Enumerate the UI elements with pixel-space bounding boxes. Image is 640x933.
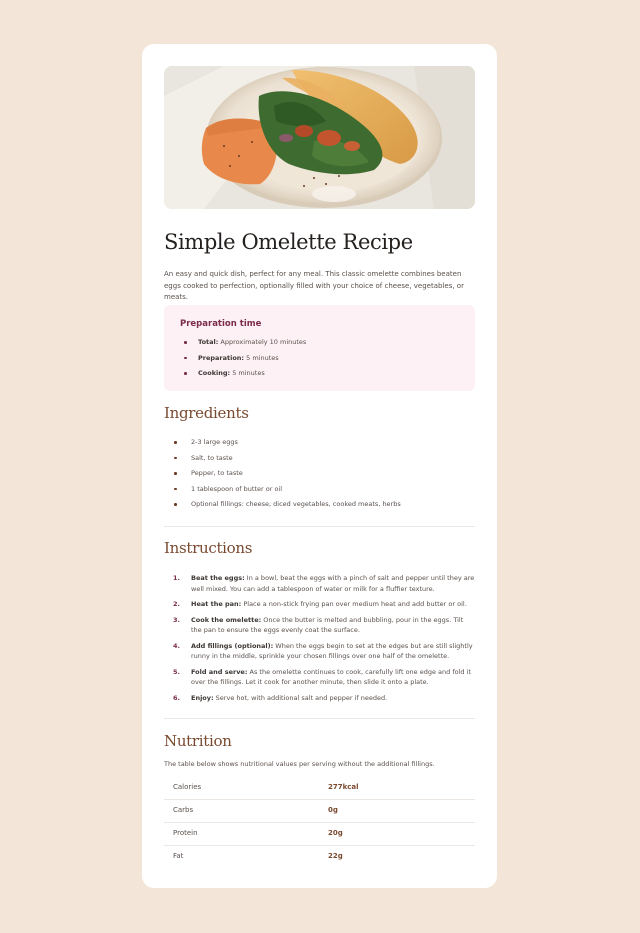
step-text: In a bowl, beat the eggs with a pinch of salt and pepper until they are well mixed. You can add a tablespoon of water or milk for a fluffier texture.: [191, 574, 475, 593]
ingredients-list: [164, 438, 475, 516]
step-label: Cook the omelette:: [191, 615, 262, 624]
instruction-step: [164, 599, 475, 610]
instruction-step: [164, 641, 475, 662]
step-number: 4.: [173, 641, 180, 650]
nutrition-value: 20g: [328, 829, 343, 837]
step-label: Fold and serve:: [191, 667, 248, 676]
preparation-item-text: Approximately 10 minutes: [218, 338, 307, 346]
step-number: 6.: [173, 693, 180, 702]
step-label: Heat the pan:: [191, 600, 242, 608]
ingredient-item: Pepper, to taste: [164, 469, 475, 477]
divider: [164, 526, 475, 527]
nutrition-value: 0g: [328, 806, 338, 814]
instructions-heading: Instructions: [164, 539, 253, 557]
step-text: As the omelette continues to cook, carefully lift one edge and fold it over the fillings. Let it cook for another minute, then slide it onto a plate.: [191, 667, 471, 686]
nutrition-heading: Nutrition: [164, 732, 232, 750]
instruction-step: [164, 667, 475, 688]
ingredient-item: Optional fillings: cheese, diced vegetables, cooked meats, herbs: [164, 500, 475, 508]
nutrition-name: Protein: [173, 829, 198, 837]
step-number: 1.: [173, 574, 180, 582]
nutrition-row: [164, 777, 475, 800]
nutrition-value: 277kcal: [328, 783, 359, 791]
preparation-box: [164, 305, 475, 391]
omelette-image: [164, 66, 475, 209]
instruction-step: [164, 615, 475, 636]
ingredient-item: 2-3 large eggs: [164, 438, 475, 446]
preparation-heading: Preparation time: [180, 319, 262, 329]
preparation-list: [180, 338, 459, 377]
step-number: 3.: [173, 615, 180, 624]
nutrition-intro: The table below shows nutritional values per serving without the additional fillings.: [164, 760, 435, 768]
preparation-item-label: Cooking:: [198, 369, 231, 377]
nutrition-table: [164, 777, 475, 868]
instruction-step: [164, 573, 475, 594]
divider: [164, 718, 475, 719]
ingredient-item: Salt, to taste: [164, 454, 475, 462]
preparation-item: [180, 338, 459, 346]
nutrition-name: Carbs: [173, 806, 194, 814]
instruction-step: [164, 693, 475, 704]
step-text: Serve hot, with additional salt and pepper if needed.: [213, 693, 388, 702]
preparation-item: [180, 369, 459, 377]
step-text: When the eggs begin to set at the edges but are still slightly runny in the middle, sprinkle your chosen fillings over one half of the omelette.: [191, 641, 473, 660]
preparation-item-label: Preparation:: [198, 353, 245, 362]
nutrition-name: Calories: [173, 783, 202, 791]
recipe-intro: An easy and quick dish, perfect for any meal. This classic omelette combines beaten eggs cooked to perfection, optionally filled with your choice of cheese, vegetables, or meats.: [164, 270, 464, 301]
page-title: Simple Omelette Recipe: [164, 230, 413, 254]
nutrition-value: 22g: [328, 852, 343, 860]
preparation-item-text: 5 minutes: [230, 369, 265, 377]
step-label: Enjoy:: [191, 693, 214, 702]
ingredient-item: 1 tablespoon of butter or oil: [164, 485, 475, 493]
step-text: Once the butter is melted and bubbling, pour in the eggs. Tilt the pan to ensure the eggs evenly coat the surface.: [191, 615, 464, 634]
preparation-item: [180, 354, 459, 362]
step-text: Place a non-stick frying pan over medium heat and add butter or oil.: [241, 600, 467, 608]
ingredients-heading: Ingredients: [164, 404, 249, 422]
nutrition-row: [164, 823, 475, 846]
step-label: Add fillings (optional):: [191, 641, 274, 650]
nutrition-row: [164, 846, 475, 868]
nutrition-name: Fat: [173, 852, 184, 860]
nutrition-row: [164, 800, 475, 823]
recipe-card: [142, 44, 497, 888]
instructions-list: [164, 573, 475, 708]
step-number: 5.: [173, 667, 180, 676]
step-label: Beat the eggs:: [191, 574, 245, 582]
step-number: 2.: [173, 600, 180, 608]
preparation-item-text: 5 minutes: [244, 353, 279, 362]
preparation-item-label: Total:: [198, 338, 219, 346]
